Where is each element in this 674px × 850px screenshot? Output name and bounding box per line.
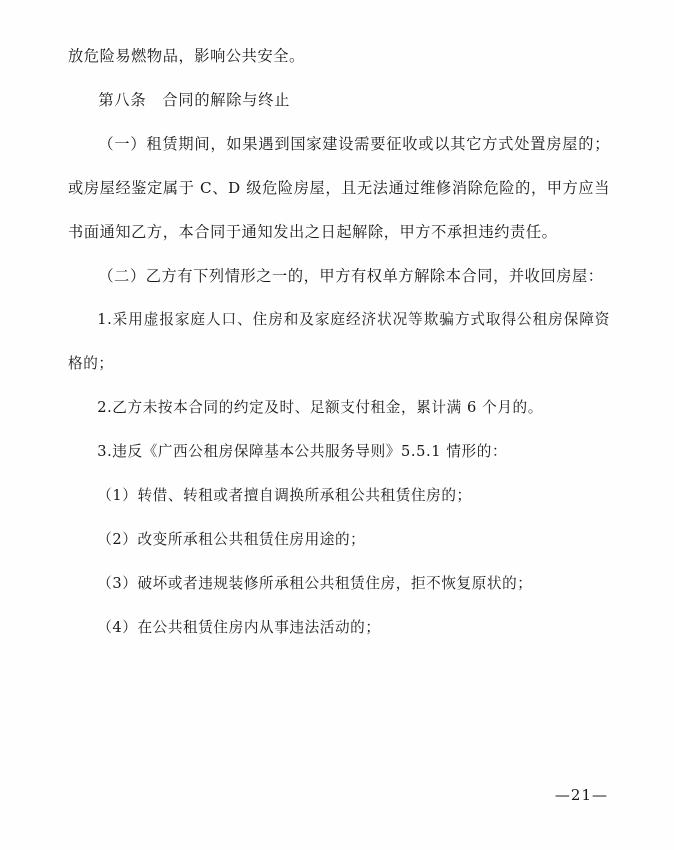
page-number: —21— <box>554 786 608 804</box>
clause-two-item-3-sub-4: （4）在公共租赁住房内从事违法活动的； <box>97 619 381 636</box>
clause-two-item-3-sub-1: （1）转借、转租或者擅自调换所承租公共租赁住房的； <box>97 487 472 504</box>
paragraph-continuation: 放危险易燃物品，影响公共安全。 <box>68 47 305 65</box>
article-heading-8: 第八条 合同的解除与终止 <box>98 91 291 109</box>
clause-two-item-3-sub-2: （2）改变所承租公共租赁住房用途的； <box>97 531 366 548</box>
clause-two-item-3-sub-3: （3）破坏或者违规装修所承租公共租赁住房，拒不恢复原状的； <box>97 575 533 592</box>
clause-one: （一）租赁期间，如果遇到国家建设需要征收或以其它方式处置房屋的；或房屋经鉴定属于 C、D 级危险房屋，且无法通过维修消除危险的，甲方应当书面通知乙方，本合同于通知发出之日起解除，甲方不承担违约责任。 <box>68 135 610 241</box>
clause-two-item-3: 3.违反《广西公租房保障基本公共服务导则》5.5.1 情形的： <box>97 443 508 460</box>
document-text-body <box>68 34 610 650</box>
clause-two: （二）乙方有下列情形之一的，甲方有权单方解除本合同，并收回房屋： <box>98 267 604 285</box>
clause-two-item-1: 1.采用虚报家庭人口、住房和及家庭经济状况等欺骗方式取得公租房保障资格的； <box>68 311 610 372</box>
clause-two-item-2: 2.乙方未按本合同的约定及时、足额支付租金，累计满 6 个月的。 <box>97 399 543 416</box>
